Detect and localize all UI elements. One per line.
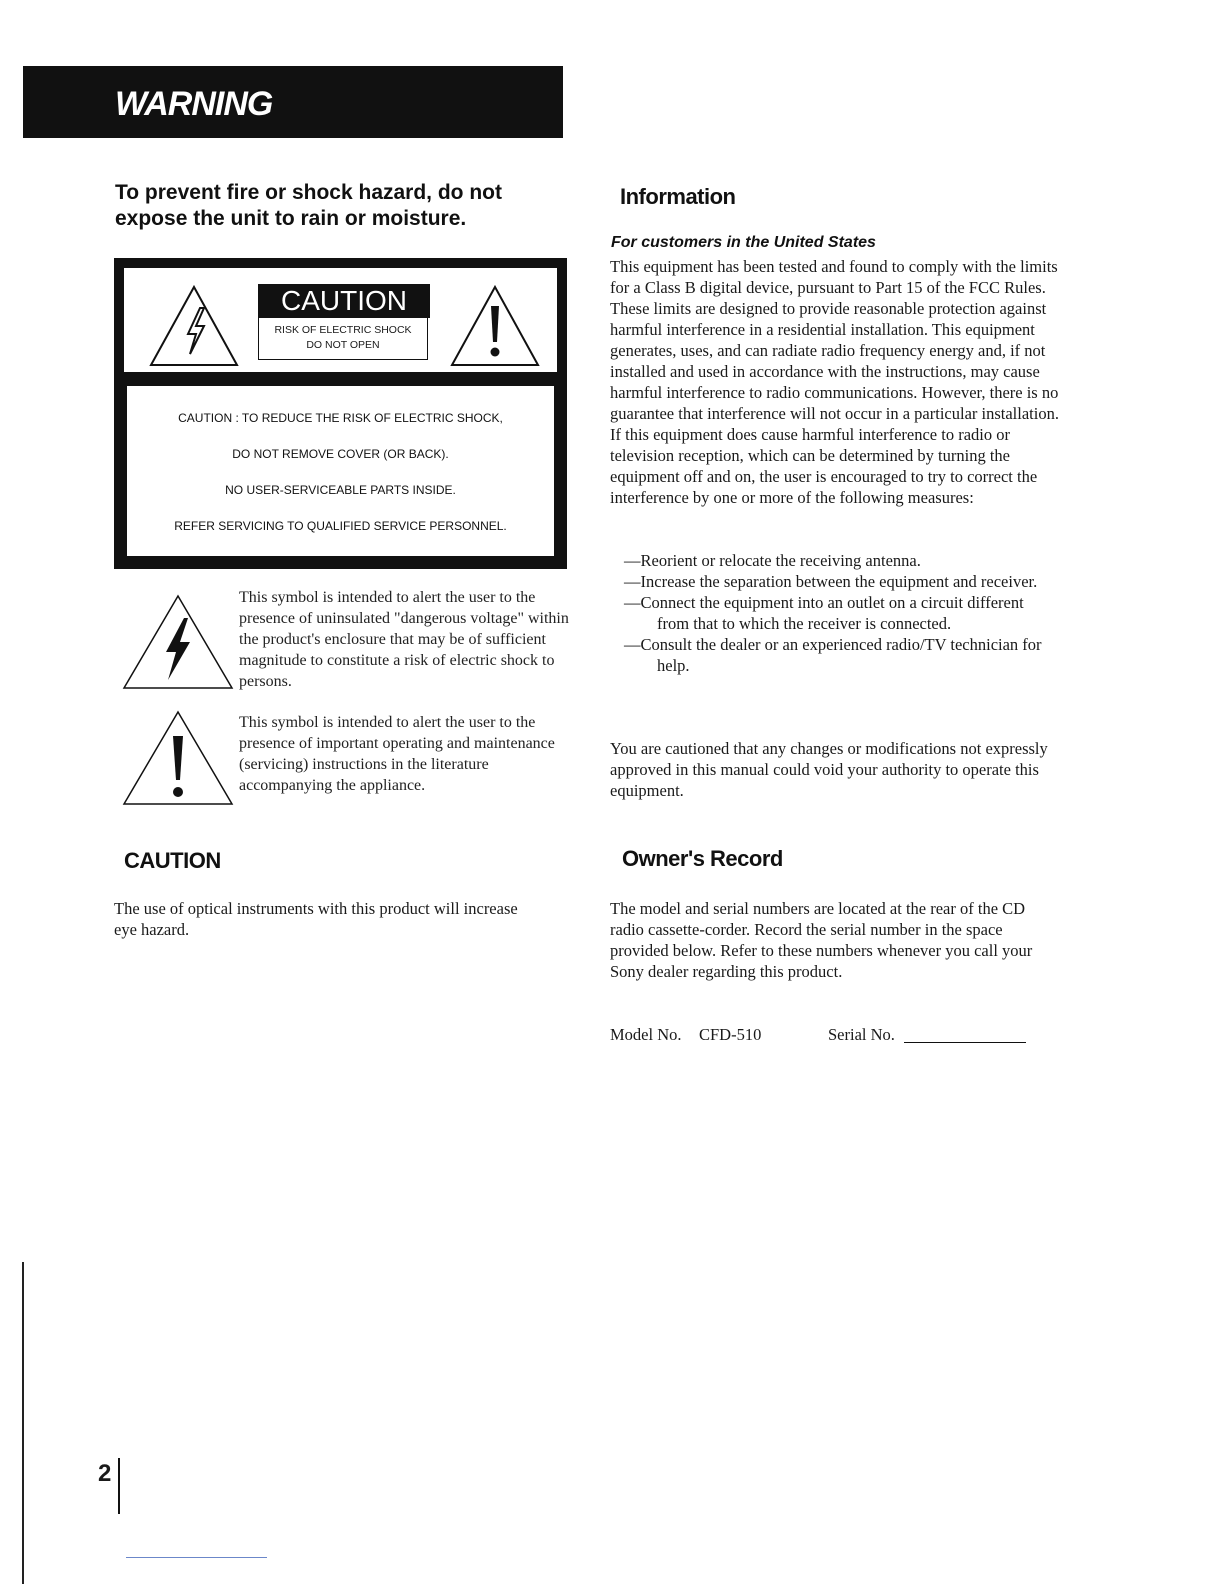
caution-line: CAUTION : TO REDUCE THE RISK OF ELECTRIC SHOCK, [178,411,503,425]
information-measures-list [624,550,1054,676]
information-paragraph: This equipment has been tested and found to comply with the limits for a Class B digital device, pursuant to Part 15 of the FCC Rules. These limits are designed to provide reasonable protection against harmful interference in a residential installation. This equipment generates, uses, and can radiate radio frequency energy and, if not installed and used in accordance with the instructions, may cause harmful interference to radio communications. However, there is no guarantee that interference will not occur in a particular installation. If this equipment does cause harmful interference to radio or television reception, which can be determined by turning the equipment off and on, the user is encouraged to try to correct the interference by one or more of the following measures: [610,257,1059,507]
caution-label-subtitle-line1: RISK OF ELECTRIC SHOCK [274,324,412,336]
exclamation-symbol-icon [122,710,234,806]
footer-rule [126,1557,267,1558]
caution-line: DO NOT REMOVE COVER (OR BACK). [232,447,449,461]
caution-line: REFER SERVICING TO QUALIFIED SERVICE PERSONNEL. [174,519,507,533]
model-number-value: CFD-510 [699,1025,762,1044]
lightning-symbol-icon [122,594,234,690]
caution-heading: CAUTION [124,848,221,873]
caution-line: NO USER-SERVICEABLE PARTS INSIDE. [225,483,456,497]
owners-record-text: The model and serial numbers are located at the rear of the CD radio cassette-corder. Record the serial number in the space provided below. Refer to these numbers whenever you call your Sony dealer regarding this product. [610,899,1033,981]
exclamation-symbol-description: This symbol is intended to alert the user to the presence of important operating and maintenance (servicing) instructions in the literature accompanying the appliance. [239,714,555,794]
page-number-divider [118,1458,120,1514]
lightning-symbol-description: This symbol is intended to alert the user to the presence of uninsulated "dangerous voltage" within the product's enclosure that may be of sufficient magnitude to constitute a risk of electric shock to persons. [239,589,569,690]
lightning-warning-icon [148,284,240,368]
page-number: 2 [98,1460,112,1487]
left-edge-rule [22,1262,24,1584]
page-title: WARNING [115,85,273,123]
owners-record-heading: Owner's Record [622,846,783,871]
list-item: —Reorient or relocate the receiving antenna. [624,551,921,570]
model-number-label: Model No. [610,1025,682,1044]
serial-number-field[interactable] [904,1026,1026,1048]
list-item: —Consult the dealer or an experienced radio/TV technician for help. [624,635,1042,675]
caution-label-subtitle [258,318,428,360]
caution-label-subtitle-line2: DO NOT OPEN [306,339,380,351]
information-heading: Information [620,184,736,209]
list-item: —Increase the separation between the equipment and receiver. [624,572,1038,591]
intro-warning: To prevent fire or shock hazard, do not expose the unit to rain or moisture. [115,181,502,230]
caution-label-title: CAUTION [258,284,430,318]
caution-text: The use of optical instruments with this product will increase eye hazard. [114,899,518,939]
exclamation-warning-icon [449,284,541,368]
information-caution-note: You are cautioned that any changes or modifications not expressly approved in this manual could void your authority to operate this equipment. [610,739,1048,800]
list-item: —Connect the equipment into an outlet on a circuit different from that to which the receiver is connected. [624,593,1024,633]
header-banner [23,66,563,138]
serial-number-label: Serial No. [828,1025,895,1044]
information-subheading: For customers in the United States [611,234,876,251]
